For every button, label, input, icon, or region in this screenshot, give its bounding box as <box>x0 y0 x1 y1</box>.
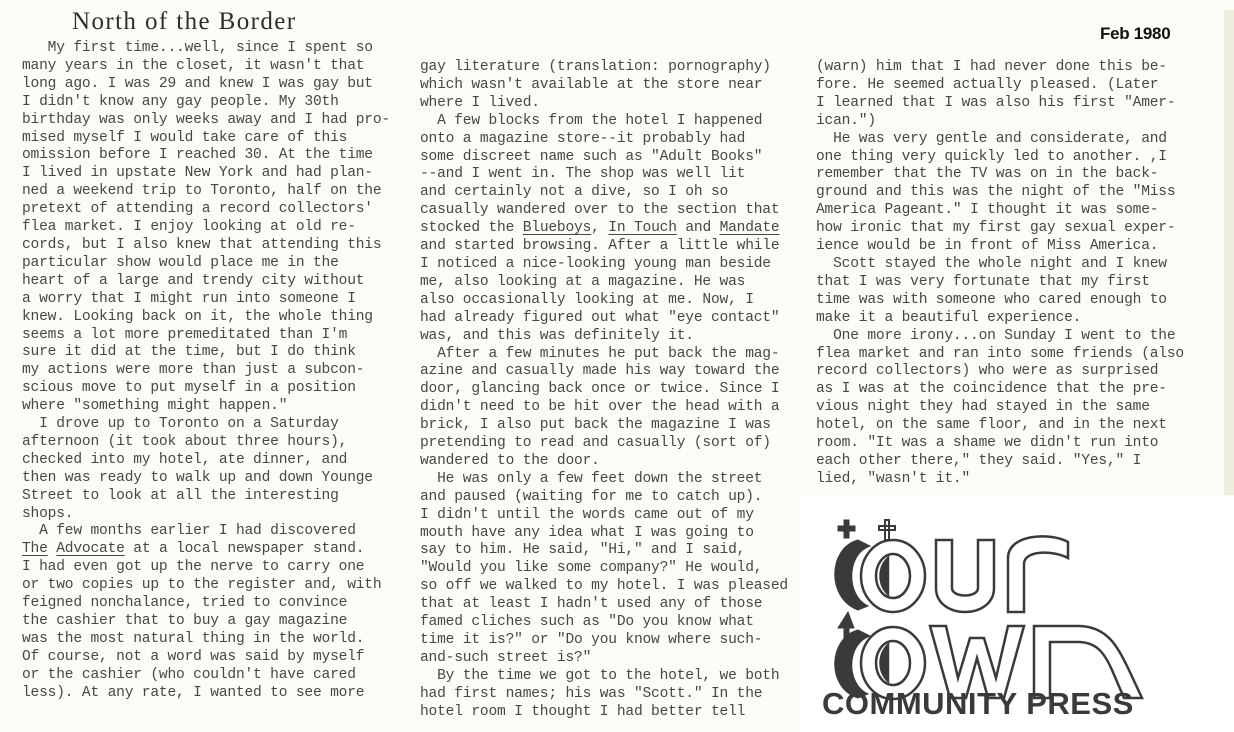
text-line: My first time...well, since I spent so <box>22 40 373 56</box>
text-line: I didn't until the words came out of my <box>420 506 754 523</box>
text-line: and certainly not a dive, so I oh so <box>420 184 729 201</box>
text-line: One more irony...on Sunday I went to the <box>816 327 1176 344</box>
text-line: was, and this was definitely it. <box>420 327 694 344</box>
text-line: I noticed a nice-looking young man beside <box>420 255 771 272</box>
text-line: or two copies up to the register and, with <box>22 577 382 594</box>
text-line: After a few minutes he put back the mag- <box>420 345 780 362</box>
text-line: didn't need to be hit over the head with a <box>420 399 780 416</box>
text-line: A few blocks from the hotel I happened <box>420 112 763 129</box>
text-line: Of course, not a word was said by myself <box>22 648 365 665</box>
text-line: time was with someone who cared enough to <box>816 291 1167 308</box>
text-line: fore. He seemed actually pleased. (Later <box>816 76 1159 93</box>
text-line: hotel room I thought I had better tell <box>420 703 746 720</box>
publication-title: Advocate <box>56 541 125 558</box>
text-line: lied, "wasn't it." <box>816 470 971 487</box>
text-line: A few months earlier I had discovered <box>22 523 356 540</box>
text-line: remember that the TV was on in the back- <box>816 166 1159 183</box>
magazine-title: In Touch <box>608 220 677 237</box>
text-line: I didn't know any gay people. My 30th <box>22 93 339 110</box>
logo-tagline: COMMUNITY PRESS <box>822 686 1134 721</box>
text-line: hotel, on the same floor, and in the next <box>816 417 1167 434</box>
article-title: North of the Border <box>72 8 297 35</box>
text-line: vious night they had stayed in the same <box>816 399 1150 416</box>
text-line: He was very gentle and considerate, and <box>816 130 1167 147</box>
text-line: say to him. He said, "Hi," and I said, <box>420 542 746 559</box>
text-line: a worry that I might run into someone I <box>22 290 356 307</box>
text-line: and started browsing. After a little while <box>420 238 780 255</box>
text-line: cords, but I also knew that attending this <box>22 236 382 253</box>
text-line: time it is?" or "Do you know where such- <box>420 632 763 648</box>
text-line: I learned that I was also his first "Amer- <box>816 94 1176 111</box>
column-1 <box>22 40 414 703</box>
text-line: where "something might happen." <box>22 398 288 415</box>
text-line: each other there," they said. "Yes," I <box>816 452 1142 469</box>
magazine-title: Blueboys <box>522 220 592 237</box>
text-line: door, glancing back once or twice. Since I <box>420 381 780 398</box>
text-fragment: and <box>676 220 720 237</box>
text-line: and-such street is?" <box>420 649 592 666</box>
text-line: that I was very fortunate that my first <box>816 273 1150 290</box>
text-line: I had even got up the nerve to carry one <box>22 559 365 576</box>
text-line: where I lived. <box>420 94 540 111</box>
issue-date: Feb 1980 <box>1100 24 1171 43</box>
text-line: as I was at the coincidence that the pre- <box>816 381 1167 398</box>
text-line: how ironic that my first gay sexual exper- <box>816 220 1176 237</box>
text-line: had first names; his was "Scott." In the <box>420 685 763 702</box>
text-line: knew. Looking back on it, the whole thing <box>22 308 373 325</box>
text-line: ience would be in front of Miss America. <box>816 238 1159 255</box>
scan-edge <box>1224 10 1234 495</box>
text-line: my actions were more than just a subcon- <box>22 362 365 379</box>
text-line: some discreet name such as "Adult Books" <box>420 148 763 165</box>
text-line: so off we walked to my hotel. I was pleased <box>420 578 788 595</box>
text-line: which wasn't available at the store near <box>420 76 763 93</box>
column-3 <box>816 59 1208 489</box>
text-line: also occasionally looking at me. Now, I <box>420 291 754 308</box>
text-line: --and I went in. The shop was well lit <box>420 166 746 183</box>
text-line: had already figured out what "eye contact" <box>420 309 780 326</box>
text-fragment: , <box>591 220 609 237</box>
wordmark-letters <box>861 536 1142 699</box>
text-line: checked into my hotel, ate dinner, and <box>22 451 348 468</box>
text-line: "Would you like some company?" He would, <box>420 560 763 577</box>
text-line <box>22 541 414 559</box>
text-line: long ago. I was 29 and knew I was gay but <box>22 75 373 92</box>
text-line: I lived in upstate New York and had plan- <box>22 165 373 182</box>
text-line: By the time we got to the hotel, we both <box>420 667 780 684</box>
text-line: mised myself I would take care of this <box>22 129 348 146</box>
text-line: the cashier that to buy a gay magazine <box>22 613 348 629</box>
text-line: seems a lot more premeditated than I'm <box>22 326 348 343</box>
text-line: that at least I hadn't used any of those <box>420 596 763 613</box>
text-line: ground and this was the night of the "Miss <box>816 184 1176 201</box>
column-2 <box>420 59 812 722</box>
text-line: azine and casually made his way toward the <box>420 363 780 380</box>
text-line: birthday was only weeks away and I had pro- <box>22 111 390 128</box>
text-line: casually wandered over to the section that <box>420 202 780 219</box>
text-line: famed cliches such as "Do you know what <box>420 614 754 631</box>
text-line: gay literature (translation: pornography) <box>420 59 771 75</box>
text-line: ned a weekend trip to Toronto, half on the <box>22 183 382 200</box>
text-line: particular show would place me in the <box>22 254 339 271</box>
text-fragment: at a local newspaper stand. <box>124 541 365 558</box>
text-line: omission before I reached 30. At the time <box>22 147 373 164</box>
text-line: was the most natural thing in the world. <box>22 630 365 647</box>
text-line: pretext of attending a record collectors' <box>22 201 373 218</box>
text-line: mouth have any idea what I was going to <box>420 524 754 541</box>
text-line: less). At any rate, I wanted to see more <box>22 684 365 701</box>
text-line: make it a beautiful experience. <box>816 309 1082 326</box>
text-line: I drove up to Toronto on a Saturday <box>22 416 339 433</box>
text-line: many years in the closet, it wasn't that <box>22 57 365 74</box>
text-line: then was ready to walk up and down Younge <box>22 469 373 486</box>
text-line: Street to look at all the interesting <box>22 487 339 504</box>
text-line: room. "It was a shame we didn't run into <box>816 435 1159 452</box>
text-line: and paused (waiting for me to catch up). <box>420 488 763 505</box>
text-line: feigned nonchalance, tried to convince <box>22 595 348 612</box>
text-line: ican.") <box>816 112 876 129</box>
magazine-title: Mandate <box>719 220 780 237</box>
text-line: (warn) him that I had never done this be- <box>816 59 1167 75</box>
text-line: onto a magazine store--it probably had <box>420 130 746 147</box>
text-fragment: stocked the <box>420 220 523 237</box>
text-line: afternoon (it took about three hours), <box>22 433 348 450</box>
text-line: brick, I also put back the magazine I was <box>420 417 771 434</box>
publication-title: The <box>22 541 48 558</box>
text-line: wandered to the door. <box>420 452 600 469</box>
text-line: pretending to read and casually (sort of) <box>420 435 771 452</box>
text-line: shops. <box>22 505 74 522</box>
text-line: He was only a few feet down the street <box>420 470 763 487</box>
text-line: flea market and ran into some friends (also <box>816 345 1184 362</box>
text-line <box>420 220 812 238</box>
text-line: heart of a large and trendy city without <box>22 272 365 289</box>
text-line: sure it did at the time, but I do think <box>22 344 356 361</box>
text-line: one thing very quickly led to another. ,I <box>816 148 1167 165</box>
text-line: me, also looking at a magazine. He was <box>420 273 746 290</box>
text-line: record collectors) who were as surprised <box>816 363 1159 380</box>
text-line: flea market. I enjoy looking at old re- <box>22 219 356 236</box>
text-line: scious move to put myself in a position <box>22 380 356 397</box>
text-line: or the cashier (who couldn't have cared <box>22 666 356 683</box>
text-line: America Pageant." I thought it was some- <box>816 202 1159 219</box>
text-line: Scott stayed the whole night and I knew <box>816 255 1167 272</box>
